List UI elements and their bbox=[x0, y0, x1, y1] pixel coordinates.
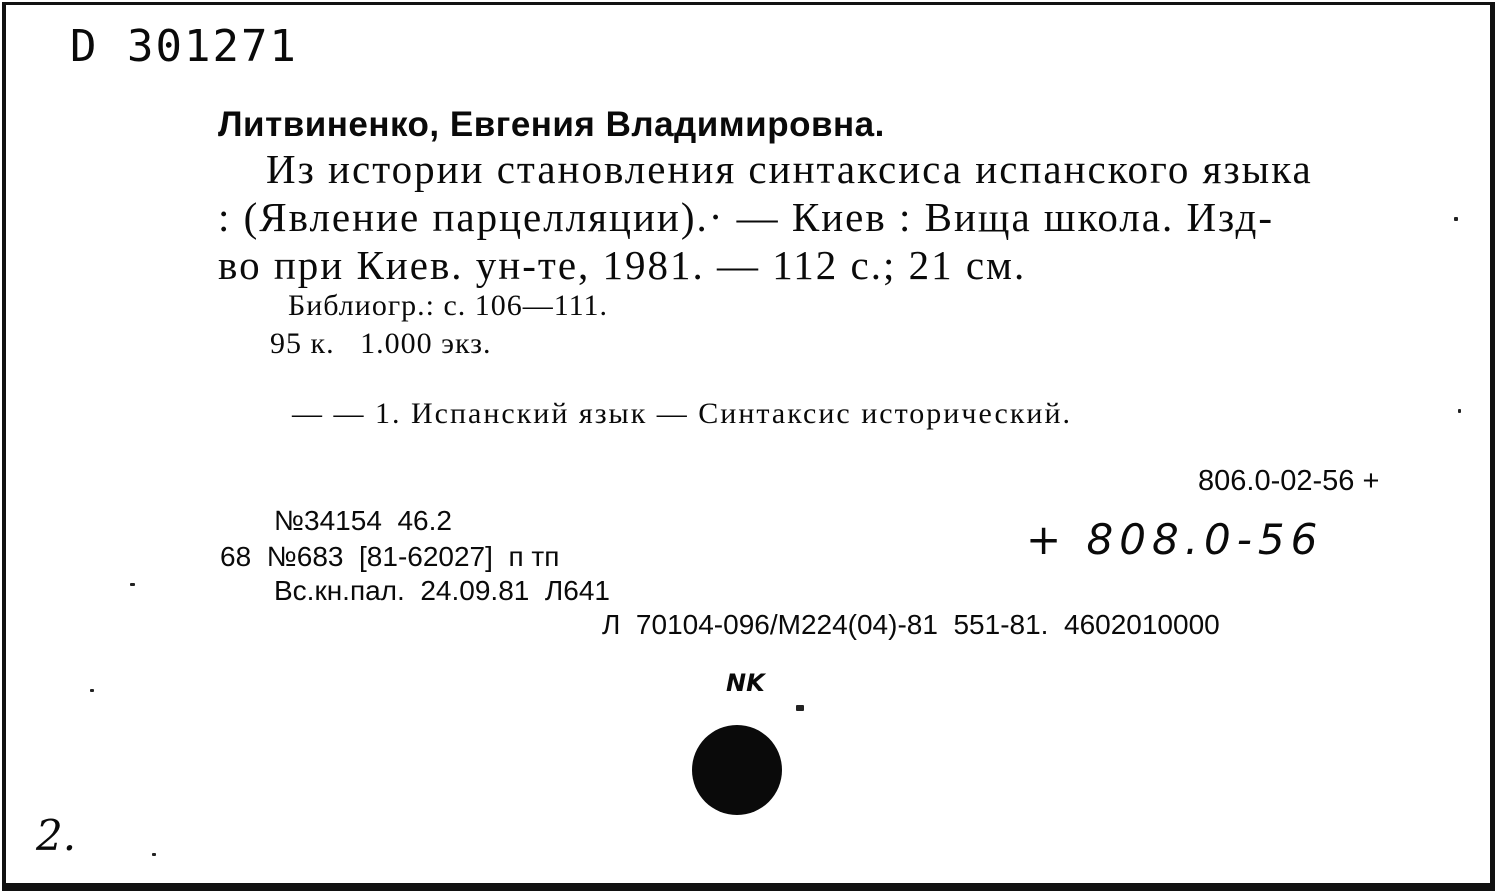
registry-line-3: Вс.кн.пал. 24.09.81 Л641 bbox=[274, 575, 610, 606]
title-line-3: во при Киев. ун-те, 1981. — 112 с.; 21 см. bbox=[218, 242, 1027, 288]
handwritten-initials: NK bbox=[726, 669, 765, 697]
udc-handwritten: + 808.0-56 bbox=[1026, 515, 1324, 564]
registry-line-4: Л 70104-096/М224(04)-81 551-81. 4602010000 bbox=[602, 609, 1220, 640]
speck bbox=[90, 689, 94, 692]
subject-heading: — — 1. Испанский язык — Синтаксис исторический. bbox=[292, 397, 1073, 430]
speck bbox=[1458, 409, 1461, 413]
udc-printed: 806.0-02-56 + bbox=[1198, 465, 1380, 497]
registry-line-1: №34154 46.2 bbox=[274, 505, 452, 536]
call-number: D 301271 bbox=[70, 21, 298, 72]
author-heading: Литвиненко, Евгения Владимировна. bbox=[218, 105, 885, 144]
bibliography-note: Библиогр.: с. 106—111. bbox=[288, 289, 609, 322]
price-and-copies: 95 к. 1.000 экз. bbox=[270, 327, 492, 360]
registry-line-2: 68 №683 [81-62027] п тп bbox=[220, 541, 560, 572]
corner-handwritten-mark: 2. bbox=[36, 811, 77, 860]
catalog-card bbox=[2, 2, 1495, 891]
speck bbox=[1454, 217, 1458, 221]
title-line-2: : (Явление парцелляции).· — Киев : Вища школа. Изд- bbox=[218, 194, 1275, 240]
punch-hole bbox=[692, 725, 782, 815]
speck bbox=[130, 583, 135, 586]
speck bbox=[152, 853, 156, 856]
speck bbox=[796, 705, 804, 711]
title-line-1: Из истории становления синтаксиса испанского языка bbox=[266, 146, 1313, 192]
